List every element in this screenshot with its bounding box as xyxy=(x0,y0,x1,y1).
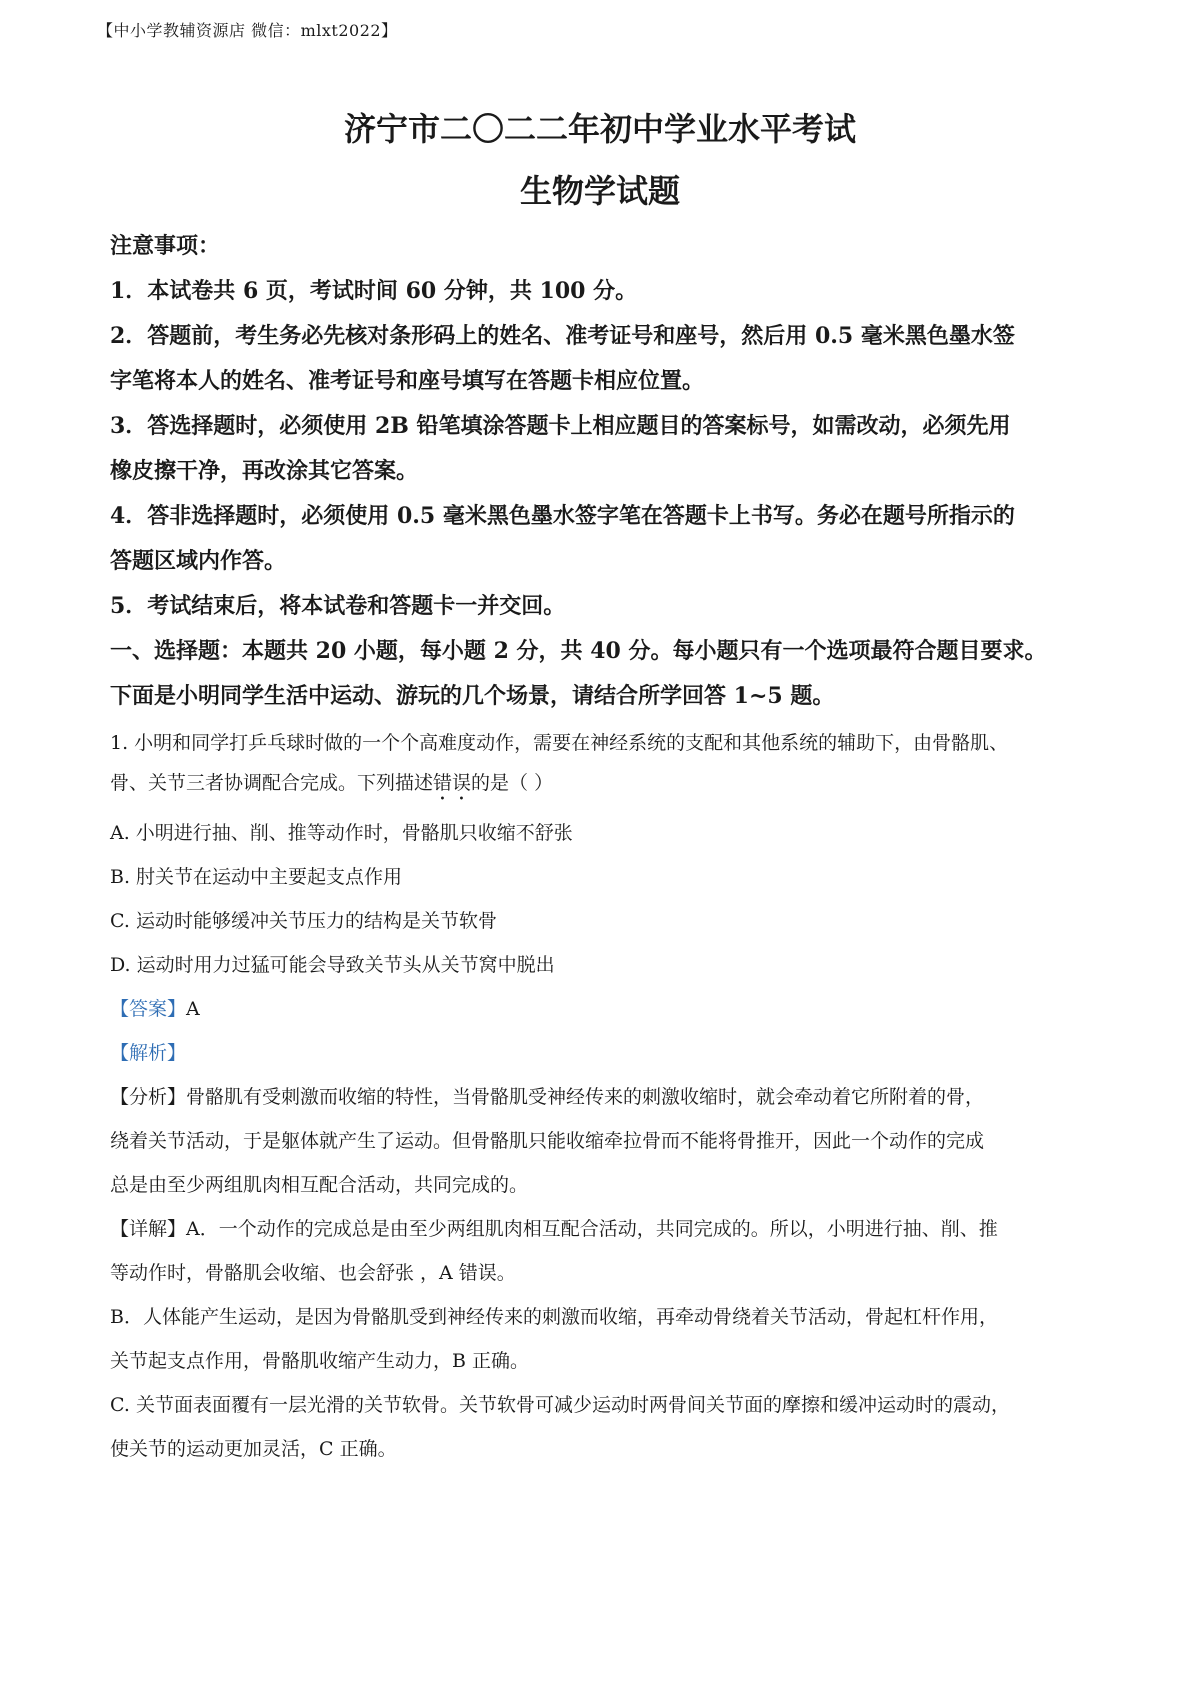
fenxi-line-2: 绕着关节活动，于是躯体就产生了运动。但骨骼肌只能收缩牵拉骨而不能将骨推开，因此一个动作的完成 xyxy=(110,1130,985,1152)
stem-text: 骨、关节三者协调配合完成。下列描述 xyxy=(110,772,434,794)
exam-title: 济宁市二〇二二年初中学业水平考试 xyxy=(343,110,856,148)
answer-tag: 【答案】 xyxy=(110,998,187,1020)
xiangjie-line-1: 【详解】A．一个动作的完成总是由至少两组肌肉相互配合活动，共同完成的。所以，小明进行抽、削、推 xyxy=(110,1218,998,1240)
xiangjie-c-line-2: 使关节的运动更加灵活，C 正确。 xyxy=(110,1438,397,1460)
question-1-stem-line-1: 1. 小明和同学打乒乓球时做的一个个高难度动作，需要在神经系统的支配和其他系统的辅助下，由骨骼肌、 xyxy=(110,732,1009,754)
notice-item-4-line-1: 4．答非选择题时，必须使用 0.5 毫米黑色墨水签字笔在答题卡上书写。务必在题号所指示的 xyxy=(110,503,1015,529)
notice-item-5: 5．考试结束后，将本试卷和答题卡一并交回。 xyxy=(110,593,566,619)
fenxi-line-3: 总是由至少两组肌肉相互配合活动，共同完成的。 xyxy=(110,1174,529,1196)
notice-item-2-line-1: 2．答题前，考生务必先核对条形码上的姓名、准考证号和座号，然后用 0.5 毫米黑色墨水签 xyxy=(110,323,1015,349)
header-watermark-note: 【中小学教辅资源店 微信：mlxt2022】 xyxy=(97,21,398,40)
xiangjie-b-line-2: 关节起支点作用，骨骼肌收缩产生动力，B 正确。 xyxy=(110,1350,530,1372)
answer-value: A xyxy=(186,998,200,1020)
xiangjie-line-2: 等动作时，骨骼肌会收缩、也会舒张 ，A 错误。 xyxy=(110,1262,516,1284)
stem-blank: 的是（ ） xyxy=(471,772,554,794)
question-1-stem-line-2 xyxy=(110,763,1100,805)
fenxi-line-1: 【分析】骨骼肌有受刺激而收缩的特性，当骨骼肌受神经传来的刺激收缩时，就会牵动着它所附着的骨， xyxy=(110,1086,985,1108)
emphasis-word: 错误 xyxy=(433,772,472,794)
section-1-context: 下面是小明同学生活中运动、游玩的几个场景，请结合所学回答 1~5 题。 xyxy=(110,683,835,709)
notice-heading: 注意事项： xyxy=(110,233,221,259)
exam-subtitle: 生物学试题 xyxy=(519,172,680,210)
option-d: D. 运动时用力过猛可能会导致关节头从关节窝中脱出 xyxy=(110,954,555,976)
notice-item-1: 1．本试卷共 6 页，考试时间 60 分钟，共 100 分。 xyxy=(110,278,638,304)
option-c: C. 运动时能够缓冲关节压力的结构是关节软骨 xyxy=(110,910,497,932)
document-body xyxy=(110,224,1100,1471)
notice-item-2-line-2: 字笔将本人的姓名、准考证号和座号填写在答题卡相应位置。 xyxy=(110,368,705,394)
answer-line xyxy=(110,987,1100,1031)
notice-item-3-line-1: 3．答选择题时，必须使用 2B 铅笔填涂答题卡上相应题目的答案标号，如需改动，必须先用 xyxy=(110,413,1011,439)
section-1-heading: 一、选择题：本题共 20 小题，每小题 2 分，共 40 分。每小题只有一个选项最符合题目要求。 xyxy=(110,638,1047,664)
notice-item-3-line-2: 橡皮擦干净，再改涂其它答案。 xyxy=(110,458,419,484)
option-b: B. 肘关节在运动中主要起支点作用 xyxy=(110,866,403,888)
option-a: A. 小明进行抽、削、推等动作时，骨骼肌只收缩不舒张 xyxy=(110,822,573,844)
xiangjie-c-line-1: C. 关节面表面覆有一层光滑的关节软骨。关节软骨可减少运动时两骨间关节面的摩擦和缓冲运动时的震动， xyxy=(110,1394,1010,1416)
notice-item-4-line-2: 答题区域内作答。 xyxy=(110,548,287,574)
analysis-tag: 【解析】 xyxy=(110,1042,187,1064)
xiangjie-b-line-1: B．人体能产生运动，是因为骨骼肌受到神经传来的刺激而收缩，再牵动骨绕着关节活动，骨起杠杆作用， xyxy=(110,1306,998,1328)
